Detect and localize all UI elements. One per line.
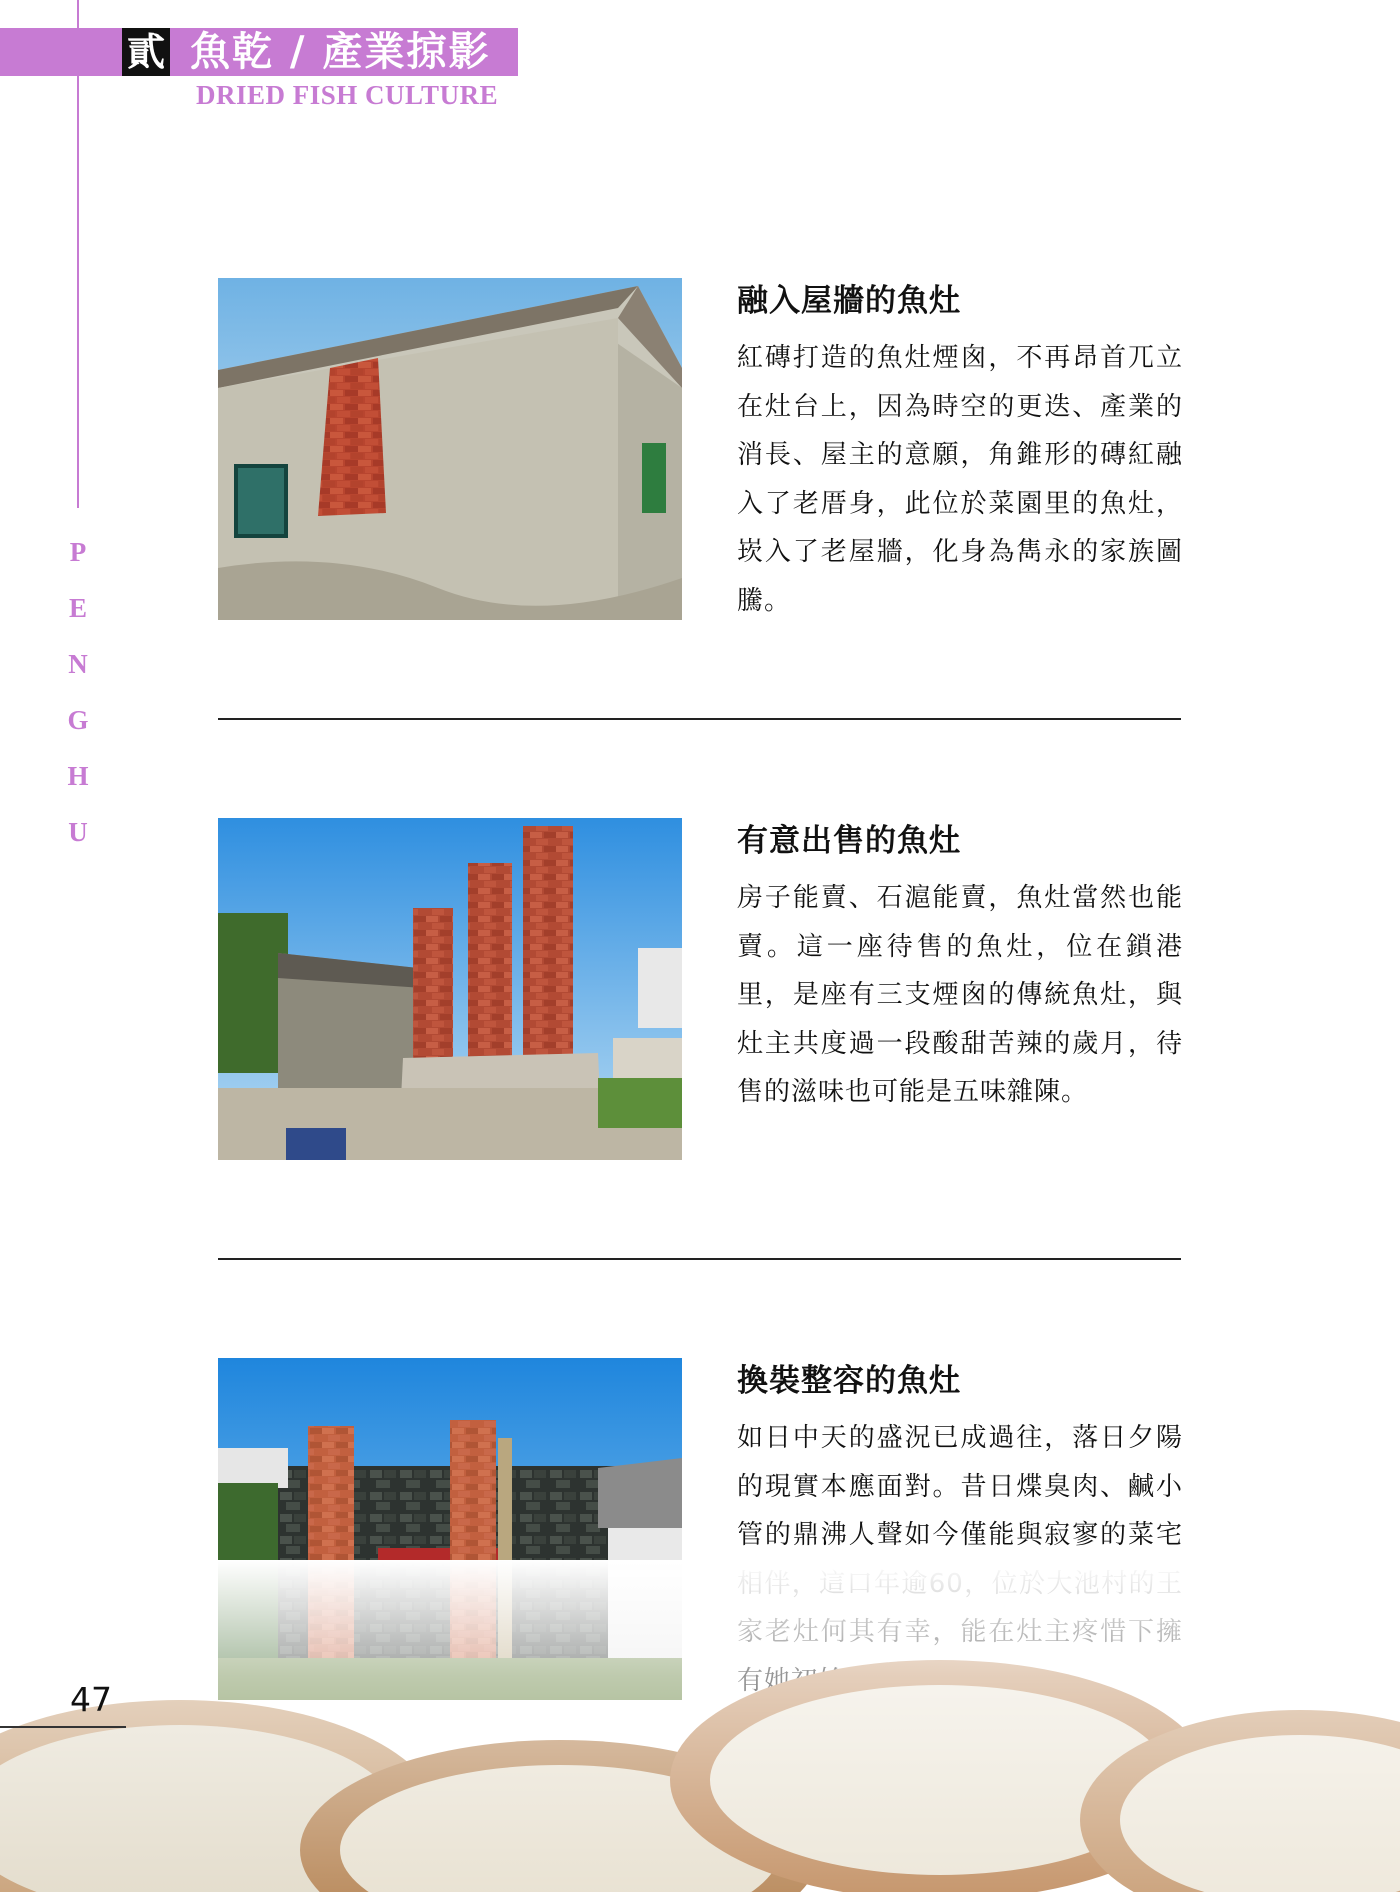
section-title: 換裝整容的魚灶 (737, 1363, 961, 1399)
section-body: 房子能賣、石滬能賣，魚灶當然也能賣。這一座待售的魚灶，位在鎖港里，是座有三支煙囪的傳統魚灶，與灶主共度過一段酸甜苦辣的歲月，待售的滋味也可能是五味雜陳。 (737, 883, 1183, 1107)
side-letter: G (67, 705, 89, 735)
side-letter: N (68, 649, 88, 679)
section-body: 如日中天的盛況已成過往，落日夕陽的現實本應面對。昔日煠臭肉、鹹小管的鼎沸人聲如今僅能與寂寥的菜宅 (737, 1423, 1183, 1550)
section-title: 融入屋牆的魚灶 (737, 283, 961, 319)
page-subtitle: DRIED FISH CULTURE (196, 80, 499, 110)
page-title: 魚乾 / 產業掠影 (190, 28, 491, 75)
section-divider (218, 718, 1181, 720)
three-chimneys-photo (218, 818, 682, 1160)
section-divider (218, 1258, 1181, 1260)
section-body: 紅磚打造的魚灶煙囪，不再昂首兀立在灶台上，因為時空的更迭、產業的消長、屋主的意願，角錐形的磚紅融入了老厝身，此位於菜園里的魚灶，崁入了老屋牆，化身為雋永的家族圖騰。 (737, 343, 1183, 616)
brick-chimney-wall-photo (218, 278, 682, 620)
side-label (60, 533, 96, 869)
side-letter: U (68, 817, 88, 847)
section-title: 有意出售的魚灶 (737, 823, 961, 859)
chapter-badge: 貳 (122, 28, 170, 76)
page-number-rule (0, 1726, 126, 1728)
side-letter: H (67, 761, 89, 791)
page-number: 47 (70, 1680, 112, 1719)
side-letter: E (68, 593, 87, 623)
dried-fish-baskets-image (0, 1560, 1400, 1892)
side-letter: P (69, 537, 87, 567)
side-rule (77, 0, 79, 508)
